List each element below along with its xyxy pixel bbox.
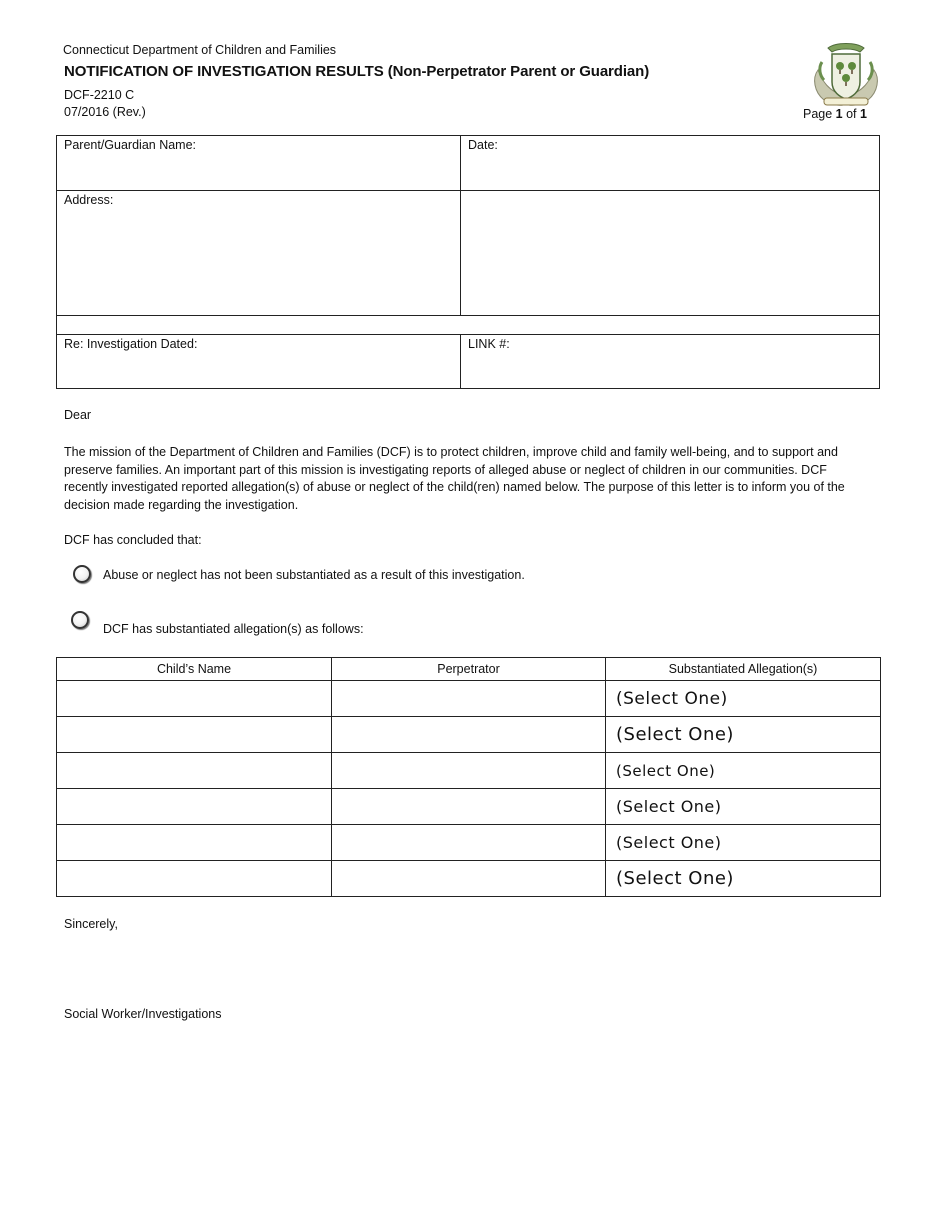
perpetrator-field[interactable] — [332, 753, 606, 789]
page-total: 1 — [860, 107, 867, 121]
page-current: 1 — [835, 107, 843, 121]
form-number: DCF-2210 C — [64, 88, 135, 102]
table-header-row — [57, 658, 881, 681]
table-row — [57, 753, 881, 789]
closing-sincerely: Sincerely, — [64, 917, 118, 931]
signature-title: Social Worker/Investigations — [64, 1007, 222, 1021]
allegation-select[interactable]: (Select One) — [606, 825, 881, 861]
column-header-allegations: Substantiated Allegation(s) — [606, 658, 881, 681]
perpetrator-field[interactable] — [332, 681, 606, 717]
date-field[interactable] — [461, 136, 879, 190]
perpetrator-field[interactable] — [332, 825, 606, 861]
address-label: Address: — [64, 193, 114, 207]
perpetrator-field[interactable] — [332, 717, 606, 753]
page-prefix: Page — [803, 107, 836, 121]
child-name-field[interactable] — [57, 789, 332, 825]
address-continued-field[interactable] — [461, 191, 879, 315]
table-row — [57, 861, 881, 897]
not-substantiated-label: Abuse or neglect has not been substantiated as a result of this investigation. — [103, 568, 525, 582]
not-substantiated-radio[interactable] — [73, 565, 91, 583]
parent-guardian-name-label: Parent/Guardian Name: — [64, 138, 197, 152]
salutation: Dear — [64, 408, 92, 422]
child-name-field[interactable] — [57, 717, 332, 753]
link-number-field[interactable] — [461, 335, 879, 389]
allegation-select[interactable]: (Select One) — [606, 681, 881, 717]
address-field[interactable] — [57, 191, 460, 315]
allegation-select[interactable]: (Select One) — [606, 861, 881, 897]
table-row — [57, 789, 881, 825]
allegation-select[interactable]: (Select One) — [606, 717, 881, 753]
parent-guardian-name-field[interactable] — [57, 136, 460, 190]
recipient-info-grid — [56, 135, 880, 389]
mission-paragraph: The mission of the Department of Children and Families (DCF) is to protect children, improve child and family well-being, and to support and preserve families. An important part of this mission is investigating reports of alleged abuse or neglect of children in our communities. DCF recently investigated reported allegation(s) of abuse or neglect of the child(ren) named below. The purpose of this letter is to inform you of the decision made regarding the investigation. — [64, 445, 845, 512]
state-seal-icon — [810, 40, 882, 110]
agency-name: Connecticut Department of Children and Families — [63, 43, 337, 57]
page-of: of — [842, 107, 860, 121]
table-row — [57, 825, 881, 861]
column-header-childs-name: Child’s Name — [57, 658, 332, 681]
substantiated-label: DCF has substantiated allegation(s) as follows: — [103, 622, 364, 636]
table-row — [57, 681, 881, 717]
link-number-label: LINK #: — [468, 337, 510, 351]
substantiated-radio[interactable] — [71, 611, 89, 629]
column-header-perpetrator: Perpetrator — [332, 658, 606, 681]
perpetrator-field[interactable] — [332, 789, 606, 825]
child-name-field[interactable] — [57, 753, 332, 789]
perpetrator-field[interactable] — [332, 861, 606, 897]
investigation-dated-label: Re: Investigation Dated: — [64, 337, 198, 351]
child-name-field[interactable] — [57, 861, 332, 897]
conclusion-heading: DCF has concluded that: — [64, 533, 202, 547]
child-name-field[interactable] — [57, 681, 332, 717]
allegation-select[interactable]: (Select One) — [606, 789, 881, 825]
table-row — [57, 717, 881, 753]
form-revision: 07/2016 (Rev.) — [64, 105, 146, 119]
date-label: Date: — [468, 138, 498, 152]
allegation-select[interactable]: (Select One) — [606, 753, 881, 789]
investigation-dated-field[interactable] — [57, 335, 460, 389]
form-title: NOTIFICATION OF INVESTIGATION RESULTS (Non-Perpetrator Parent or Guardian) — [64, 63, 650, 80]
allegations-table — [56, 657, 881, 897]
child-name-field[interactable] — [57, 825, 332, 861]
